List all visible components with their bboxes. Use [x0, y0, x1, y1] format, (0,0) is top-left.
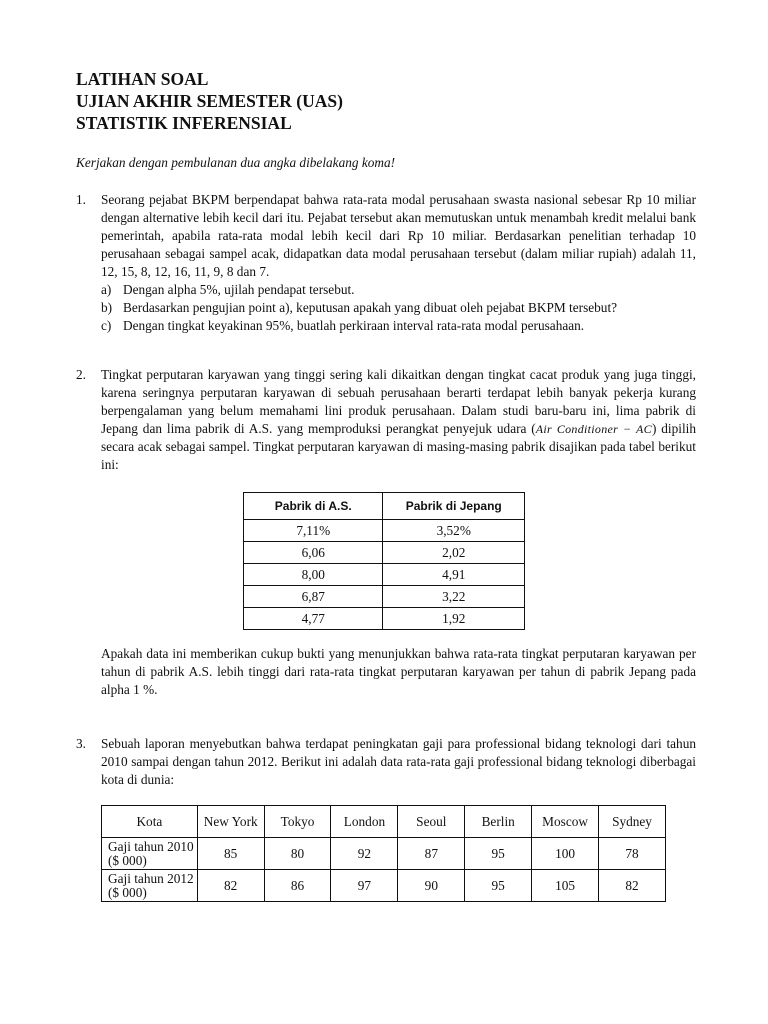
column-header: Tokyo	[264, 806, 331, 838]
table-row	[244, 520, 525, 542]
column-header: Berlin	[465, 806, 532, 838]
table-cell: 82	[197, 870, 264, 902]
table-cell: 105	[532, 870, 599, 902]
table-cell: 85	[197, 838, 264, 870]
question-number: 3.	[76, 736, 86, 751]
table-cell: 3,22	[383, 586, 525, 608]
question-2	[76, 366, 696, 474]
title-line-1: LATIHAN SOAL	[76, 69, 209, 89]
table-cell: 95	[465, 870, 532, 902]
row-header: Gaji tahun 2012 ($ 000)	[102, 870, 198, 902]
title-line-3: STATISTIK INFERENSIAL	[76, 113, 292, 133]
column-header: Moscow	[532, 806, 599, 838]
column-header: Pabrik di Jepang	[383, 493, 525, 520]
text-before: Tingkat perputaran karyawan yang tinggi sering kali dikaitkan dengan tingkat cacat produk yang juga tinggi, karena seringnya perputaran karyawan di sebuah perusahaan berarti terdapat lebih banyak pekerja kurang berpengalaman yang belum memahami lini produk perusahaan. Dalam studi baru-baru ini, lima pabrik di Jepang dan lima pabrik di A.S. yang memproduksi perangkat penyejuk udara (	[101, 367, 696, 436]
turnover-table	[243, 492, 525, 630]
table-row	[244, 608, 525, 630]
table-cell: 92	[331, 838, 398, 870]
table-row	[244, 586, 525, 608]
question-number: 1.	[76, 192, 86, 207]
table-cell: 6,87	[244, 586, 383, 608]
column-header: New York	[197, 806, 264, 838]
question-text: Seorang pejabat BKPM berpendapat bahwa rata-rata modal perusahaan swasta nasional sebesar Rp 10 miliar dengan alternative lebih kecil dari itu. Pejabat tersebut akan memutuskan untuk menambah kredit melalui bank pemerintah, apabila rata-rata modal lebih kecil dari Rp 10 miliar. Berdasarkan penelitian terhadap 10 perusahaan sebagai sampel acak, didapatkan data modal perusahaan tersebut (dalam miliar rupiah) adalah 11, 12, 15, 8, 12, 16, 11, 9, 8 dan 7.	[101, 192, 696, 279]
sub-text: Dengan alpha 5%, ujilah pendapat tersebut.	[123, 282, 355, 297]
table-cell: 80	[264, 838, 331, 870]
sub-label: a)	[101, 282, 112, 297]
salary-table	[101, 805, 666, 902]
table-cell: 86	[264, 870, 331, 902]
table-cell: 78	[599, 838, 666, 870]
question-number: 2.	[76, 367, 86, 382]
table-cell: 97	[331, 870, 398, 902]
sub-label: c)	[101, 318, 112, 333]
sub-question-a	[101, 281, 696, 299]
table-row	[244, 542, 525, 564]
text-after: ) dipilih secara acak sebagai sampel. Tingkat perputaran karyawan di masing-masing pabrik disajikan pada tabel berikut ini:	[101, 421, 696, 472]
table-cell: 6,06	[244, 542, 383, 564]
table-header-row	[244, 493, 525, 520]
column-header: London	[331, 806, 398, 838]
table-cell: 82	[599, 870, 666, 902]
question-2-closing: Apakah data ini memberikan cukup bukti yang menunjukkan bahwa rata-rata tingkat perputaran karyawan per tahun di pabrik A.S. lebih tinggi dari rata-rata tingkat perputaran karyawan per tahun di pabrik Jepang pada alpha 1 %.	[101, 646, 696, 697]
table-row	[244, 564, 525, 586]
column-header: Kota	[102, 806, 198, 838]
table-cell: 7,11%	[244, 520, 383, 542]
table-cell: 2,02	[383, 542, 525, 564]
column-header: Pabrik di A.S.	[244, 493, 383, 520]
sub-text: Berdasarkan pengujian point a), keputusan apakah yang dibuat oleh pejabat BKPM tersebut?	[123, 300, 618, 315]
table-cell: 90	[398, 870, 465, 902]
table-cell: 4,77	[244, 608, 383, 630]
table-cell: 100	[532, 838, 599, 870]
table-cell: 4,91	[383, 564, 525, 586]
instruction: Kerjakan dengan pembulanan dua angka dibelakang koma!	[76, 155, 396, 170]
row-header: Gaji tahun 2010 ($ 000)	[102, 838, 198, 870]
question-1	[76, 191, 696, 335]
table-cell: 1,92	[383, 608, 525, 630]
title-block	[76, 68, 343, 134]
column-header: Seoul	[398, 806, 465, 838]
sub-text: Dengan tingkat keyakinan 95%, buatlah perkiraan interval rata-rata modal perusahaan.	[123, 318, 585, 333]
sub-label: b)	[101, 300, 113, 315]
sub-question-b	[101, 299, 696, 317]
question-text	[101, 366, 696, 474]
table-cell: 87	[398, 838, 465, 870]
table-cell: 3,52%	[383, 520, 525, 542]
question-text: Sebuah laporan menyebutkan bahwa terdapat peningkatan gaji para professional bidang teknologi dari tahun 2010 sampai dengan tahun 2012. Berikut ini adalah data rata-rata gaji professional bidang teknologi diberbagai kota di dunia:	[101, 736, 696, 787]
table-cell: 95	[465, 838, 532, 870]
question-3	[76, 735, 696, 789]
title-line-2: UJIAN AKHIR SEMESTER (UAS)	[76, 91, 343, 111]
table-cell: 8,00	[244, 564, 383, 586]
sub-question-c	[101, 317, 696, 335]
table-row	[102, 838, 666, 870]
math-term: Air Conditioner − AC	[535, 422, 652, 436]
column-header: Sydney	[599, 806, 666, 838]
table-row	[102, 870, 666, 902]
table-header-row	[102, 806, 666, 838]
